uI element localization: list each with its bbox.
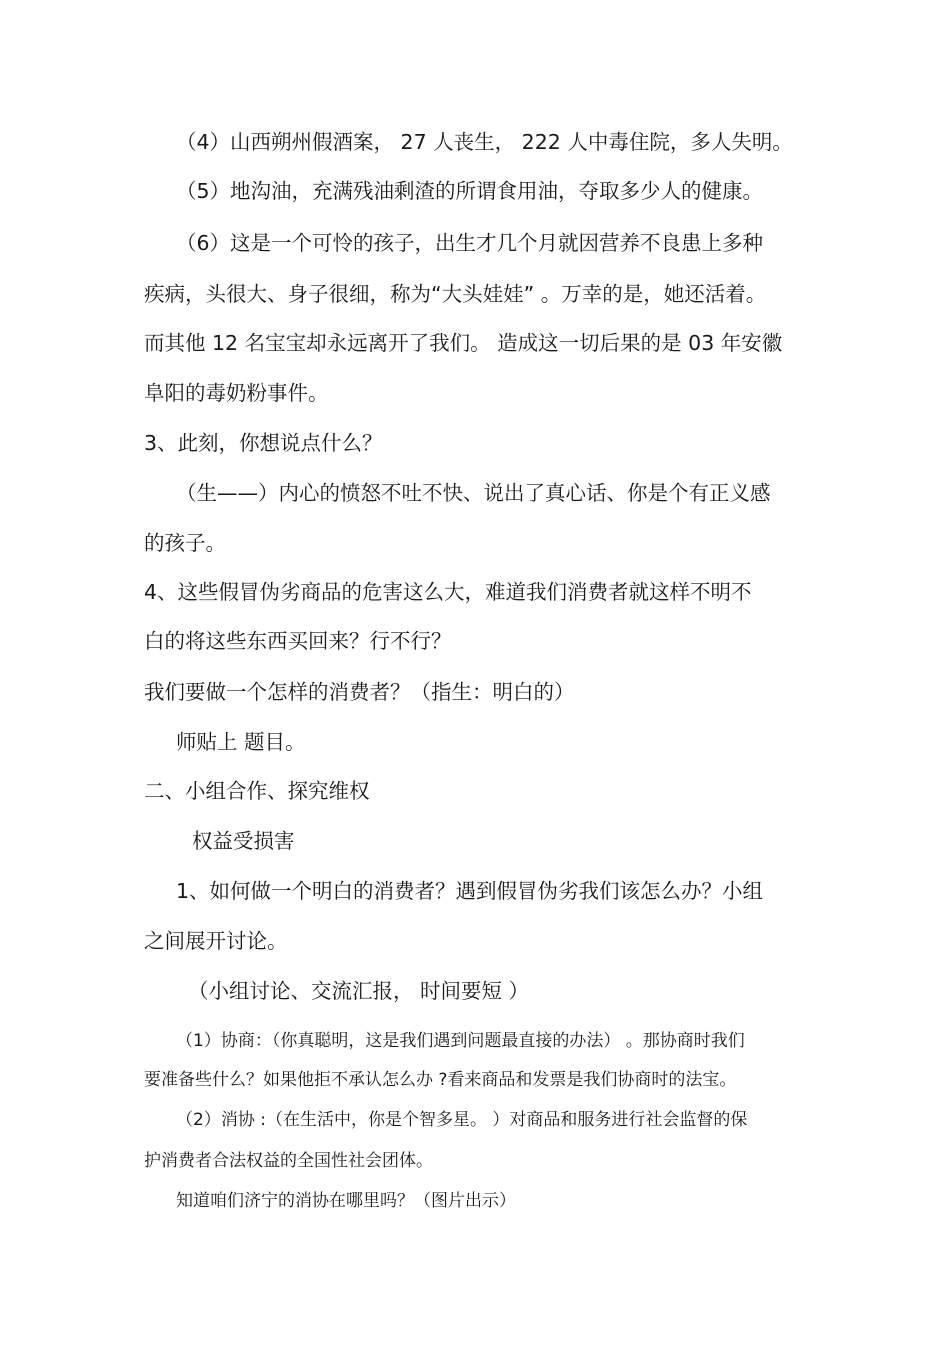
text-line-case-6-cont-2: 而其他 12 名宝宝却永远离开了我们。 造成这一切后果的是 03 年安徽	[144, 331, 783, 355]
text-line-consumer-question: 我们要做一个怎样的消费者？（指生：明白的）	[144, 680, 575, 704]
text-line-case-4: （4）山西朔州假酒案， 27 人丧生， 222 人中毒住院，多人失明。	[176, 130, 793, 154]
text-line-student-answer-cont: 的孩子。	[144, 531, 226, 555]
text-line-question-4-cont: 白的将这些东西买回来？行不行？	[144, 629, 452, 653]
text-line-item-1-cont: 之间展开讨论。	[144, 929, 288, 953]
text-line-rights-damaged: 权益受损害	[192, 829, 295, 853]
text-line-case-6-cont-3: 阜阳的毒奶粉事件。	[144, 381, 329, 405]
text-line-student-answer: （生——）内心的愤怒不吐不快、说出了真心话、你是个有正义感	[176, 481, 771, 505]
text-line-negotiation-cont: 要准备些什么？如果他拒不承认怎么办 ?看来商品和发票是我们协商时的法宝。	[144, 1070, 737, 1090]
text-line-teacher-title: 师贴上 题目。	[176, 730, 306, 754]
text-line-item-1: 1、如何做一个明白的消费者？遇到假冒伪劣我们该怎么办？小组	[176, 879, 764, 903]
text-line-case-5: （5）地沟油，充满残油剩渣的所谓食用油，夺取多少人的健康。	[176, 179, 764, 203]
text-line-case-6: （6）这是一个可怜的孩子，出生才几个月就因营养不良患上多种	[176, 231, 764, 255]
section-heading-two: 二、小组合作、探究维权	[144, 779, 370, 803]
text-line-negotiation: （1）协商：（你真聪明，这是我们遇到问题最直接的办法） 。那协商时我们	[176, 1031, 745, 1051]
text-line-group-discussion: （小组讨论、交流汇报， 时间要短 ）	[188, 979, 530, 1003]
text-line-jining-association: 知道咱们济宁的消协在哪里吗？（图片出示）	[176, 1191, 516, 1211]
text-line-consumer-association: （2）消协 :（在生活中，你是个智多星。 ）对商品和服务进行社会监督的保	[176, 1110, 748, 1130]
text-line-question-3: 3、此刻，你想说点什么？	[144, 431, 383, 455]
text-line-case-6-cont-1: 疾病，头很大、身子很细，称为“大头娃娃” 。万幸的是，她还活着。	[144, 282, 767, 306]
text-line-consumer-association-cont: 护消费者合法权益的全国性社会团体。	[144, 1151, 433, 1171]
text-line-question-4: 4、这些假冒伪劣商品的危害这么大，难道我们消费者就这样不明不	[144, 580, 752, 604]
